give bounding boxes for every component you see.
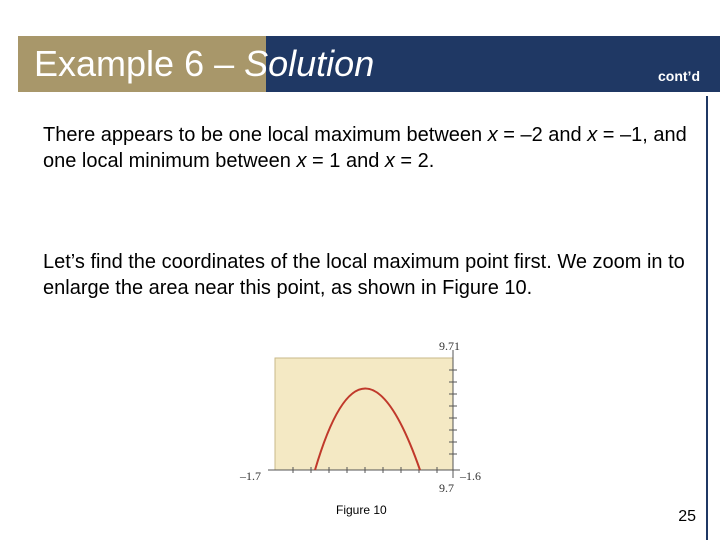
figure-10-graph — [230, 336, 500, 496]
title-italic: Solution — [244, 43, 375, 84]
text-segment: There appears to be one local maximum between — [43, 124, 488, 146]
title-main: Example 6 – — [34, 43, 245, 84]
y-max-label: 9.71 — [439, 339, 460, 353]
variable-x: x — [296, 150, 307, 172]
right-divider — [706, 96, 708, 540]
page-number: 25 — [678, 508, 696, 525]
x-max-label: –1.6 — [460, 469, 481, 483]
x-min-label: –1.7 — [240, 469, 261, 483]
text-segment: = 2. — [394, 150, 435, 172]
plot-area — [275, 358, 453, 470]
paragraph-zoom: Let’s find the coordinates of the local maximum point first. We zoom in to enlarge the area near this point, as shown in Figure 10. — [43, 251, 685, 299]
y-min-label: 9.7 — [439, 481, 454, 495]
title-bar — [18, 36, 720, 92]
text-segment: = 1 and — [306, 150, 385, 172]
figure-caption: Figure 10 — [336, 503, 387, 517]
slide-title — [34, 43, 374, 85]
variable-x: x — [487, 124, 498, 146]
text-segment: = –2 and — [497, 124, 588, 146]
variable-x: x — [587, 124, 598, 146]
paragraph-local-extrema — [43, 122, 693, 174]
continued-label: cont’d — [658, 68, 700, 84]
text-segment: = –1, and one local minimum between — [43, 124, 687, 172]
variable-x: x — [384, 150, 395, 172]
